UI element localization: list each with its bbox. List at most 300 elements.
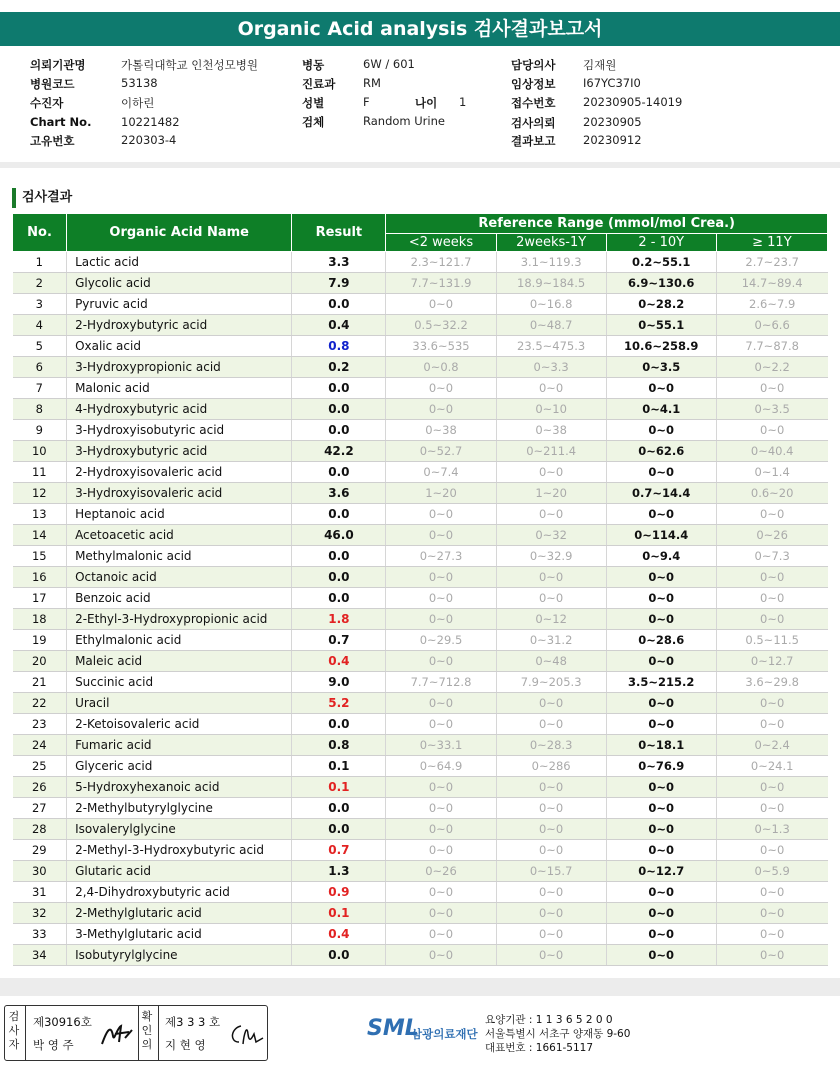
row-number: 8 xyxy=(13,399,67,420)
ref-under-2w: 0~7.4 xyxy=(386,462,496,483)
ref-col-2w-1y: 2weeks-1Y xyxy=(496,234,606,252)
report-label: 결과보고 xyxy=(511,134,556,148)
ref-2w-1y: 0~32 xyxy=(496,525,606,546)
table-row xyxy=(13,567,828,588)
table-row xyxy=(13,336,828,357)
table-row xyxy=(13,714,828,735)
ref-2-10y: 0~62.6 xyxy=(606,441,716,462)
ref-under-2w: 0~0 xyxy=(386,399,496,420)
section-title: 검사결과 xyxy=(12,188,72,208)
clinical-label: 임상정보 xyxy=(511,77,556,91)
doctor-value: 김재원 xyxy=(583,58,617,72)
age-value: 1 xyxy=(459,95,467,109)
acid-name: Heptanoic acid xyxy=(67,504,292,525)
ref-2w-1y: 0~38 xyxy=(496,420,606,441)
acid-name: Octanoic acid xyxy=(67,567,292,588)
table-row xyxy=(13,315,828,336)
ref-2w-1y: 0~0 xyxy=(496,777,606,798)
row-number: 25 xyxy=(13,756,67,777)
result-value: 0.1 xyxy=(292,756,386,777)
row-number: 20 xyxy=(13,651,67,672)
ref-2w-1y: 0~3.3 xyxy=(496,357,606,378)
ref-11y-plus: 0~0 xyxy=(716,945,827,966)
confirmer-name: 지 현 영 xyxy=(165,1038,206,1052)
ref-under-2w: 0~26 xyxy=(386,861,496,882)
ref-11y-plus: 0~12.7 xyxy=(716,651,827,672)
ref-under-2w: 0~0 xyxy=(386,588,496,609)
institution-info xyxy=(485,1013,630,1055)
ref-under-2w: 0~0 xyxy=(386,945,496,966)
acid-name: Succinic acid xyxy=(67,672,292,693)
table-row xyxy=(13,273,828,294)
result-value: 42.2 xyxy=(292,441,386,462)
result-value: 0.0 xyxy=(292,462,386,483)
row-number: 23 xyxy=(13,714,67,735)
row-number: 13 xyxy=(13,504,67,525)
result-value: 0.0 xyxy=(292,504,386,525)
table-row xyxy=(13,462,828,483)
ref-under-2w: 7.7~712.8 xyxy=(386,672,496,693)
sex-label: 성별 xyxy=(302,96,325,110)
ref-2-10y: 0~4.1 xyxy=(606,399,716,420)
table-row xyxy=(13,588,828,609)
row-number: 19 xyxy=(13,630,67,651)
ref-11y-plus: 0~5.9 xyxy=(716,861,827,882)
ref-11y-plus: 3.6~29.8 xyxy=(716,672,827,693)
acid-name: 2-Methylglutaric acid xyxy=(67,903,292,924)
row-number: 4 xyxy=(13,315,67,336)
row-number: 27 xyxy=(13,798,67,819)
table-row xyxy=(13,525,828,546)
table-row xyxy=(13,777,828,798)
ref-11y-plus: 0~0 xyxy=(716,567,827,588)
ref-under-2w: 0~0 xyxy=(386,924,496,945)
ref-under-2w: 1~20 xyxy=(386,483,496,504)
ref-2w-1y: 18.9~184.5 xyxy=(496,273,606,294)
sex-value: F xyxy=(363,95,370,109)
ref-2w-1y: 1~20 xyxy=(496,483,606,504)
acid-name: Malonic acid xyxy=(67,378,292,399)
table-row xyxy=(13,441,828,462)
row-number: 22 xyxy=(13,693,67,714)
result-value: 0.0 xyxy=(292,546,386,567)
row-number: 24 xyxy=(13,735,67,756)
logo-mark: SML xyxy=(367,1016,419,1041)
result-value: 0.0 xyxy=(292,420,386,441)
ref-under-2w: 0~0 xyxy=(386,567,496,588)
result-value: 5.2 xyxy=(292,693,386,714)
ref-2w-1y: 0~0 xyxy=(496,882,606,903)
ref-2-10y: 0~0 xyxy=(606,651,716,672)
receipt-label: 접수번호 xyxy=(511,96,556,110)
acid-name: Fumaric acid xyxy=(67,735,292,756)
ward-value: 6W / 601 xyxy=(363,57,415,71)
ref-under-2w: 0~27.3 xyxy=(386,546,496,567)
row-number: 21 xyxy=(13,672,67,693)
acid-name: Glyceric acid xyxy=(67,756,292,777)
ref-2w-1y: 0~0 xyxy=(496,462,606,483)
ref-11y-plus: 2.7~23.7 xyxy=(716,252,827,273)
unique-value: 220303-4 xyxy=(121,133,177,147)
result-value: 0.2 xyxy=(292,357,386,378)
table-row xyxy=(13,630,828,651)
row-number: 16 xyxy=(13,567,67,588)
col-result-header: Result xyxy=(292,214,386,252)
ref-11y-plus: 0~0 xyxy=(716,504,827,525)
table-row xyxy=(13,672,828,693)
table-row xyxy=(13,840,828,861)
ref-2-10y: 0~28.6 xyxy=(606,630,716,651)
ref-11y-plus: 2.6~7.9 xyxy=(716,294,827,315)
ref-2-10y: 3.5~215.2 xyxy=(606,672,716,693)
ref-2-10y: 0~0 xyxy=(606,588,716,609)
row-number: 5 xyxy=(13,336,67,357)
ref-11y-plus: 0~0 xyxy=(716,840,827,861)
table-row xyxy=(13,378,828,399)
header-divider xyxy=(0,162,840,168)
row-number: 15 xyxy=(13,546,67,567)
table-row xyxy=(13,924,828,945)
ref-2w-1y: 23.5~475.3 xyxy=(496,336,606,357)
ref-under-2w: 0~52.7 xyxy=(386,441,496,462)
table-row xyxy=(13,756,828,777)
institution-address: 서울특별시 서초구 양재동 9-60 xyxy=(485,1028,631,1040)
ref-under-2w: 0~0 xyxy=(386,882,496,903)
result-value: 0.8 xyxy=(292,336,386,357)
table-row xyxy=(13,399,828,420)
table-row xyxy=(13,798,828,819)
ref-under-2w: 2.3~121.7 xyxy=(386,252,496,273)
acid-name: Uracil xyxy=(67,693,292,714)
ref-under-2w: 0~0 xyxy=(386,693,496,714)
acid-name: 2-Methyl-3-Hydroxybutyric acid xyxy=(67,840,292,861)
sig-divider xyxy=(138,1006,139,1060)
ref-2-10y: 0~9.4 xyxy=(606,546,716,567)
ref-2w-1y: 3.1~119.3 xyxy=(496,252,606,273)
table-row xyxy=(13,546,828,567)
acid-name: Benzoic acid xyxy=(67,588,292,609)
col-reference-header: Reference Range (mmol/mol Crea.) xyxy=(386,214,828,234)
report-title: Organic Acid analysis 검사결과보고서 xyxy=(0,12,840,46)
ref-2w-1y: 0~0 xyxy=(496,588,606,609)
ref-2w-1y: 0~211.4 xyxy=(496,441,606,462)
ref-2-10y: 0~76.9 xyxy=(606,756,716,777)
ref-11y-plus: 0~40.4 xyxy=(716,441,827,462)
ref-2w-1y: 0~286 xyxy=(496,756,606,777)
ref-2w-1y: 0~0 xyxy=(496,840,606,861)
ref-under-2w: 0~0 xyxy=(386,504,496,525)
acid-name: Lactic acid xyxy=(67,252,292,273)
ref-11y-plus: 0~26 xyxy=(716,525,827,546)
ref-2w-1y: 0~0 xyxy=(496,378,606,399)
result-value: 0.0 xyxy=(292,819,386,840)
ref-2-10y: 0~18.1 xyxy=(606,735,716,756)
ref-11y-plus: 0~0 xyxy=(716,798,827,819)
col-name-header: Organic Acid Name xyxy=(67,214,292,252)
ref-11y-plus: 0~0 xyxy=(716,777,827,798)
ref-11y-plus: 0~0 xyxy=(716,693,827,714)
row-number: 31 xyxy=(13,882,67,903)
examiner-signature-icon xyxy=(99,1020,135,1050)
acid-name: 2-Hydroxybutyric acid xyxy=(67,315,292,336)
ref-11y-plus: 0~0 xyxy=(716,420,827,441)
ref-11y-plus: 0~0 xyxy=(716,378,827,399)
ref-11y-plus: 0.5~11.5 xyxy=(716,630,827,651)
ref-under-2w: 0~0 xyxy=(386,609,496,630)
ref-under-2w: 0.5~32.2 xyxy=(386,315,496,336)
row-number: 1 xyxy=(13,252,67,273)
ref-2-10y: 0~0 xyxy=(606,420,716,441)
dept-label: 진료과 xyxy=(302,77,336,91)
request-label: 검사의뢰 xyxy=(511,116,556,130)
result-value: 0.1 xyxy=(292,777,386,798)
ref-2-10y: 10.6~258.9 xyxy=(606,336,716,357)
ref-2-10y: 0~0 xyxy=(606,504,716,525)
table-row xyxy=(13,945,828,966)
table-row xyxy=(13,651,828,672)
request-value: 20230905 xyxy=(583,115,642,129)
ref-2w-1y: 0~48 xyxy=(496,651,606,672)
table-row xyxy=(13,903,828,924)
ref-under-2w: 0~0 xyxy=(386,378,496,399)
result-value: 3.6 xyxy=(292,483,386,504)
ref-2w-1y: 0~31.2 xyxy=(496,630,606,651)
ref-2w-1y: 0~0 xyxy=(496,924,606,945)
ref-11y-plus: 0~0 xyxy=(716,903,827,924)
ref-2w-1y: 0~0 xyxy=(496,945,606,966)
table-row xyxy=(13,357,828,378)
result-value: 0.0 xyxy=(292,714,386,735)
ref-under-2w: 0~38 xyxy=(386,420,496,441)
examinee-label: 수진자 xyxy=(30,96,64,110)
ref-2w-1y: 0~0 xyxy=(496,798,606,819)
ref-2w-1y: 0~0 xyxy=(496,903,606,924)
table-row xyxy=(13,693,828,714)
ref-2-10y: 0~0 xyxy=(606,945,716,966)
chart-label: Chart No. xyxy=(30,115,92,129)
acid-name: 5-Hydroxyhexanoic acid xyxy=(67,777,292,798)
acid-name: Maleic acid xyxy=(67,651,292,672)
row-number: 10 xyxy=(13,441,67,462)
row-number: 33 xyxy=(13,924,67,945)
institution-phone: 대표번호 : 1661-5117 xyxy=(485,1042,594,1054)
acid-name: Pyruvic acid xyxy=(67,294,292,315)
acid-name: Glutaric acid xyxy=(67,861,292,882)
results-table xyxy=(12,213,828,966)
ref-2-10y: 0~0 xyxy=(606,924,716,945)
row-number: 12 xyxy=(13,483,67,504)
acid-name: 3-Hydroxybutyric acid xyxy=(67,441,292,462)
row-number: 9 xyxy=(13,420,67,441)
sig-divider xyxy=(158,1006,159,1060)
ref-2w-1y: 0~0 xyxy=(496,567,606,588)
ref-11y-plus: 0~0 xyxy=(716,882,827,903)
acid-name: 2-Ketoisovaleric acid xyxy=(67,714,292,735)
ref-11y-plus: 0~24.1 xyxy=(716,756,827,777)
result-value: 1.3 xyxy=(292,861,386,882)
table-row xyxy=(13,504,828,525)
table-row xyxy=(13,819,828,840)
ref-2w-1y: 0~15.7 xyxy=(496,861,606,882)
specimen-label: 검체 xyxy=(302,115,325,129)
result-value: 46.0 xyxy=(292,525,386,546)
ref-11y-plus: 7.7~87.8 xyxy=(716,336,827,357)
examinee-value: 이하린 xyxy=(121,96,155,110)
acid-name: 3-Methylglutaric acid xyxy=(67,924,292,945)
ref-2-10y: 0~28.2 xyxy=(606,294,716,315)
result-value: 0.0 xyxy=(292,567,386,588)
dept-value: RM xyxy=(363,76,381,90)
acid-name: Ethylmalonic acid xyxy=(67,630,292,651)
ref-2-10y: 0.7~14.4 xyxy=(606,483,716,504)
code-label: 병원코드 xyxy=(30,77,75,91)
signature-box xyxy=(4,1005,268,1061)
hospital-value: 가톨릭대학교 인천성모병원 xyxy=(121,58,258,72)
code-value: 53138 xyxy=(121,76,158,90)
ref-2w-1y: 0~0 xyxy=(496,819,606,840)
examiner-name: 박 영 주 xyxy=(33,1038,74,1052)
acid-name: 4-Hydroxybutyric acid xyxy=(67,399,292,420)
results-body xyxy=(13,252,828,966)
acid-name: 3-Hydroxyisobutyric acid xyxy=(67,420,292,441)
row-number: 14 xyxy=(13,525,67,546)
ref-2w-1y: 0~10 xyxy=(496,399,606,420)
ref-under-2w: 0~29.5 xyxy=(386,630,496,651)
ref-under-2w: 0~64.9 xyxy=(386,756,496,777)
age-label: 나이 xyxy=(415,96,438,110)
confirmer-license: 제3 3 3 호 xyxy=(165,1015,221,1029)
footer-divider xyxy=(0,978,840,996)
ref-11y-plus: 0~6.6 xyxy=(716,315,827,336)
result-value: 0.4 xyxy=(292,651,386,672)
ref-2-10y: 0~114.4 xyxy=(606,525,716,546)
col-no-header: No. xyxy=(13,214,67,252)
result-value: 0.8 xyxy=(292,735,386,756)
ref-2w-1y: 0~0 xyxy=(496,714,606,735)
acid-name: Acetoacetic acid xyxy=(67,525,292,546)
ref-2-10y: 0~0 xyxy=(606,462,716,483)
ref-under-2w: 0~0 xyxy=(386,840,496,861)
receipt-value: 20230905-14019 xyxy=(583,95,683,109)
unique-label: 고유번호 xyxy=(30,134,75,148)
acid-name: 3-Hydroxyisovaleric acid xyxy=(67,483,292,504)
ref-under-2w: 0~33.1 xyxy=(386,735,496,756)
acid-name: 2,4-Dihydroxybutyric acid xyxy=(67,882,292,903)
clinical-value: I67YC37I0 xyxy=(583,76,641,90)
result-value: 0.0 xyxy=(292,798,386,819)
row-number: 26 xyxy=(13,777,67,798)
result-value: 7.9 xyxy=(292,273,386,294)
examiner-label: 검사자 xyxy=(8,1010,20,1051)
acid-name: Isovalerylglycine xyxy=(67,819,292,840)
row-number: 6 xyxy=(13,357,67,378)
result-value: 0.9 xyxy=(292,882,386,903)
ref-under-2w: 0~0 xyxy=(386,651,496,672)
ref-11y-plus: 0~0 xyxy=(716,714,827,735)
ref-11y-plus: 0~2.4 xyxy=(716,735,827,756)
acid-name: 2-Ethyl-3-Hydroxypropionic acid xyxy=(67,609,292,630)
ref-2-10y: 0~0 xyxy=(606,798,716,819)
acid-name: Oxalic acid xyxy=(67,336,292,357)
ref-2w-1y: 0~16.8 xyxy=(496,294,606,315)
row-number: 28 xyxy=(13,819,67,840)
confirmer-signature-icon xyxy=(227,1020,265,1048)
acid-name: 2-Hydroxyisovaleric acid xyxy=(67,462,292,483)
row-number: 30 xyxy=(13,861,67,882)
ref-11y-plus: 0~1.4 xyxy=(716,462,827,483)
acid-name: 3-Hydroxypropionic acid xyxy=(67,357,292,378)
specimen-value: Random Urine xyxy=(363,114,445,128)
result-value: 1.8 xyxy=(292,609,386,630)
row-number: 2 xyxy=(13,273,67,294)
ref-under-2w: 0~0 xyxy=(386,798,496,819)
ref-11y-plus: 0~3.5 xyxy=(716,399,827,420)
ref-2-10y: 0~0 xyxy=(606,819,716,840)
examiner-license: 제30916호 xyxy=(33,1015,92,1029)
ref-2-10y: 0~0 xyxy=(606,714,716,735)
ref-11y-plus: 0.6~20 xyxy=(716,483,827,504)
result-value: 0.4 xyxy=(292,924,386,945)
ref-under-2w: 0~0 xyxy=(386,819,496,840)
report-value: 20230912 xyxy=(583,133,642,147)
ref-2-10y: 0~0 xyxy=(606,378,716,399)
ref-under-2w: 33.6~535 xyxy=(386,336,496,357)
table-row xyxy=(13,252,828,273)
table-row xyxy=(13,735,828,756)
ref-11y-plus: 0~0 xyxy=(716,588,827,609)
table-row xyxy=(13,861,828,882)
ref-under-2w: 0~0 xyxy=(386,777,496,798)
ref-2-10y: 0~3.5 xyxy=(606,357,716,378)
table-row xyxy=(13,609,828,630)
table-row xyxy=(13,294,828,315)
acid-name: Methylmalonic acid xyxy=(67,546,292,567)
ref-under-2w: 0~0 xyxy=(386,714,496,735)
result-value: 0.0 xyxy=(292,588,386,609)
ref-2-10y: 0~0 xyxy=(606,693,716,714)
ref-2-10y: 0~55.1 xyxy=(606,315,716,336)
ref-2-10y: 0~0 xyxy=(606,882,716,903)
ref-2w-1y: 0~0 xyxy=(496,693,606,714)
table-row xyxy=(13,483,828,504)
result-value: 0.4 xyxy=(292,315,386,336)
sig-divider xyxy=(25,1006,26,1060)
ref-col-under-2w: <2 weeks xyxy=(386,234,496,252)
ref-2-10y: 0~0 xyxy=(606,609,716,630)
row-number: 32 xyxy=(13,903,67,924)
result-value: 0.7 xyxy=(292,840,386,861)
ref-2w-1y: 0~0 xyxy=(496,504,606,525)
result-value: 3.3 xyxy=(292,252,386,273)
row-number: 34 xyxy=(13,945,67,966)
ref-2-10y: 6.9~130.6 xyxy=(606,273,716,294)
ref-2-10y: 0.2~55.1 xyxy=(606,252,716,273)
row-number: 29 xyxy=(13,840,67,861)
acid-name: 2-Methylbutyrylglycine xyxy=(67,798,292,819)
row-number: 17 xyxy=(13,588,67,609)
row-number: 7 xyxy=(13,378,67,399)
row-number: 11 xyxy=(13,462,67,483)
ref-2w-1y: 0~28.3 xyxy=(496,735,606,756)
ref-col-2-10y: 2 - 10Y xyxy=(606,234,716,252)
ward-label: 병동 xyxy=(302,58,325,72)
ref-under-2w: 0~0 xyxy=(386,525,496,546)
ref-under-2w: 0~0 xyxy=(386,903,496,924)
ref-under-2w: 0~0.8 xyxy=(386,357,496,378)
result-value: 9.0 xyxy=(292,672,386,693)
ref-under-2w: 7.7~131.9 xyxy=(386,273,496,294)
acid-name: Isobutyrylglycine xyxy=(67,945,292,966)
